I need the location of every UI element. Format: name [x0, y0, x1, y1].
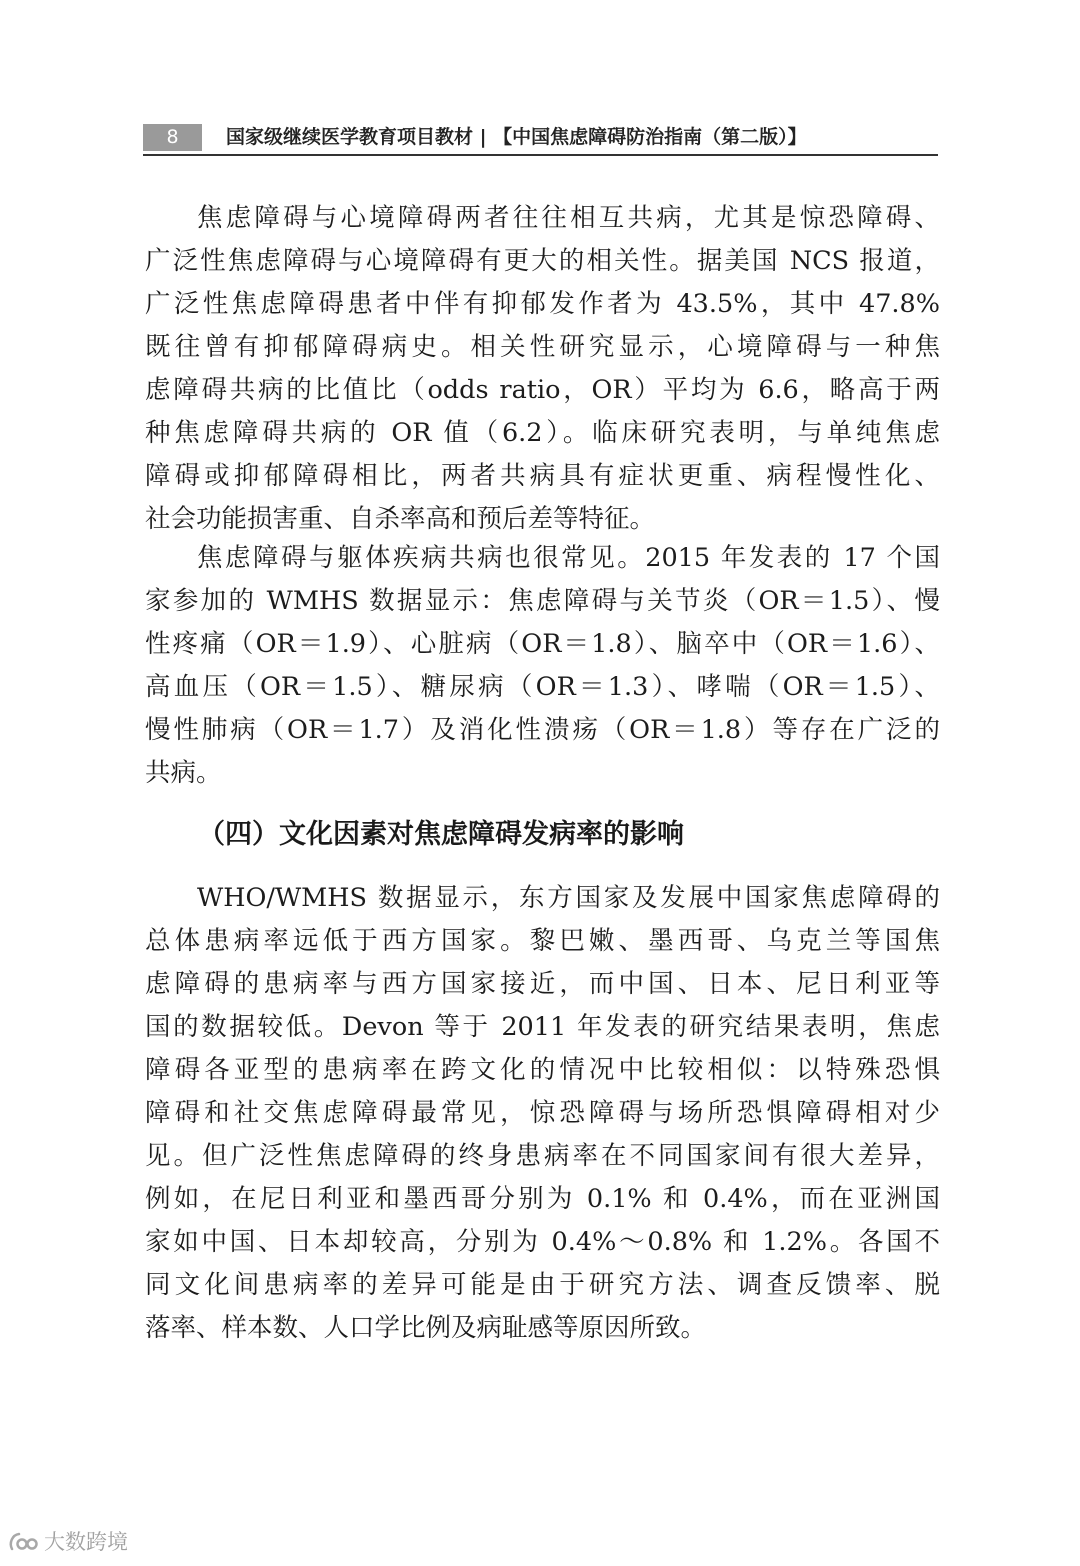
- brand-logo-icon: [8, 1529, 38, 1555]
- text-line: 社会功能损害重、自杀率高和预后差等特征。: [145, 504, 656, 534]
- text-line: WHO/WMHS 数据显示，东方国家及发展中国家焦虑障碍的: [197, 883, 940, 913]
- text-line: 种焦虑障碍共病的 OR 值（6.2）。临床研究表明，与单纯焦虑: [145, 418, 940, 448]
- text-line: 障碍或抑郁障碍相比，两者共病具有症状更重、病程慢性化、: [145, 461, 940, 491]
- text-line: 同文化间患病率的差异可能是由于研究方法、调查反馈率、脱: [145, 1270, 940, 1300]
- text-line: 家参加的 WMHS 数据显示：焦虑障碍与关节炎（OR＝1.5）、慢: [145, 586, 940, 616]
- text-line: 焦虑障碍与躯体疾病共病也很常见。2015 年发表的 17 个国: [197, 543, 940, 573]
- text-line: 广泛性焦虑障碍与心境障碍有更大的相关性。据美国 NCS 报道，: [145, 246, 940, 276]
- paragraph-comorbidity-mood: [145, 197, 940, 541]
- watermark-text: 大数跨境: [44, 1530, 128, 1554]
- text-line: 虑障碍共病的比值比（odds ratio，OR）平均为 6.6，略高于两: [145, 375, 940, 405]
- text-line: 高血压（OR＝1.5）、糖尿病（OR＝1.3）、哮喘（OR＝1.5）、: [145, 672, 940, 702]
- text-line: 见。但广泛性焦虑障碍的终身患病率在不同国家间有很大差异，: [145, 1141, 940, 1171]
- running-header: [143, 124, 938, 156]
- text-line: 落率、样本数、人口学比例及病耻感等原因所致。: [145, 1313, 707, 1343]
- text-line: 虑障碍的患病率与西方国家接近，而中国、日本、尼日利亚等: [145, 969, 940, 999]
- text-line: 慢性肺病（OR＝1.7）及消化性溃疡（OR＝1.8）等存在广泛的: [145, 715, 940, 745]
- page-number: 8: [143, 124, 202, 151]
- paragraph-cultural-factors: [145, 877, 940, 1350]
- running-title: 国家级继续医学教育项目教材 | 【中国焦虑障碍防治指南（第二版）】: [226, 126, 807, 148]
- text-line: 障碍各亚型的患病率在跨文化的情况中比较相似：以特殊恐惧: [145, 1055, 940, 1085]
- text-line: 性疼痛（OR＝1.9）、心脏病（OR＝1.8）、脑卒中（OR＝1.6）、: [145, 629, 940, 659]
- text-line: 焦虑障碍与心境障碍两者往往相互共病，尤其是惊恐障碍、: [197, 203, 940, 233]
- text-line: 广泛性焦虑障碍患者中伴有抑郁发作者为 43.5%，其中 47.8%: [145, 289, 940, 319]
- section-heading: （四）文化因素对焦虑障碍发病率的影响: [198, 819, 684, 850]
- paragraph-comorbidity-somatic: [145, 537, 940, 795]
- text-line: 家如中国、日本却较高，分别为 0.4%～0.8% 和 1.2%。各国不: [145, 1227, 940, 1257]
- text-line: 既往曾有抑郁障碍病史。相关性研究显示，心境障碍与一种焦: [145, 332, 940, 362]
- text-line: 共病。: [145, 758, 222, 788]
- text-line: 国的数据较低。Devon 等于 2011 年发表的研究结果表明，焦虑: [145, 1012, 940, 1042]
- text-line: 总体患病率远低于西方国家。黎巴嫩、墨西哥、乌克兰等国焦: [145, 926, 940, 956]
- watermark: [8, 1527, 128, 1557]
- header-rule: [143, 154, 938, 156]
- text-line: 障碍和社交焦虑障碍最常见，惊恐障碍与场所恐惧障碍相对少: [145, 1098, 940, 1128]
- text-line: 例如，在尼日利亚和墨西哥分别为 0.1% 和 0.4%，而在亚洲国: [145, 1184, 940, 1214]
